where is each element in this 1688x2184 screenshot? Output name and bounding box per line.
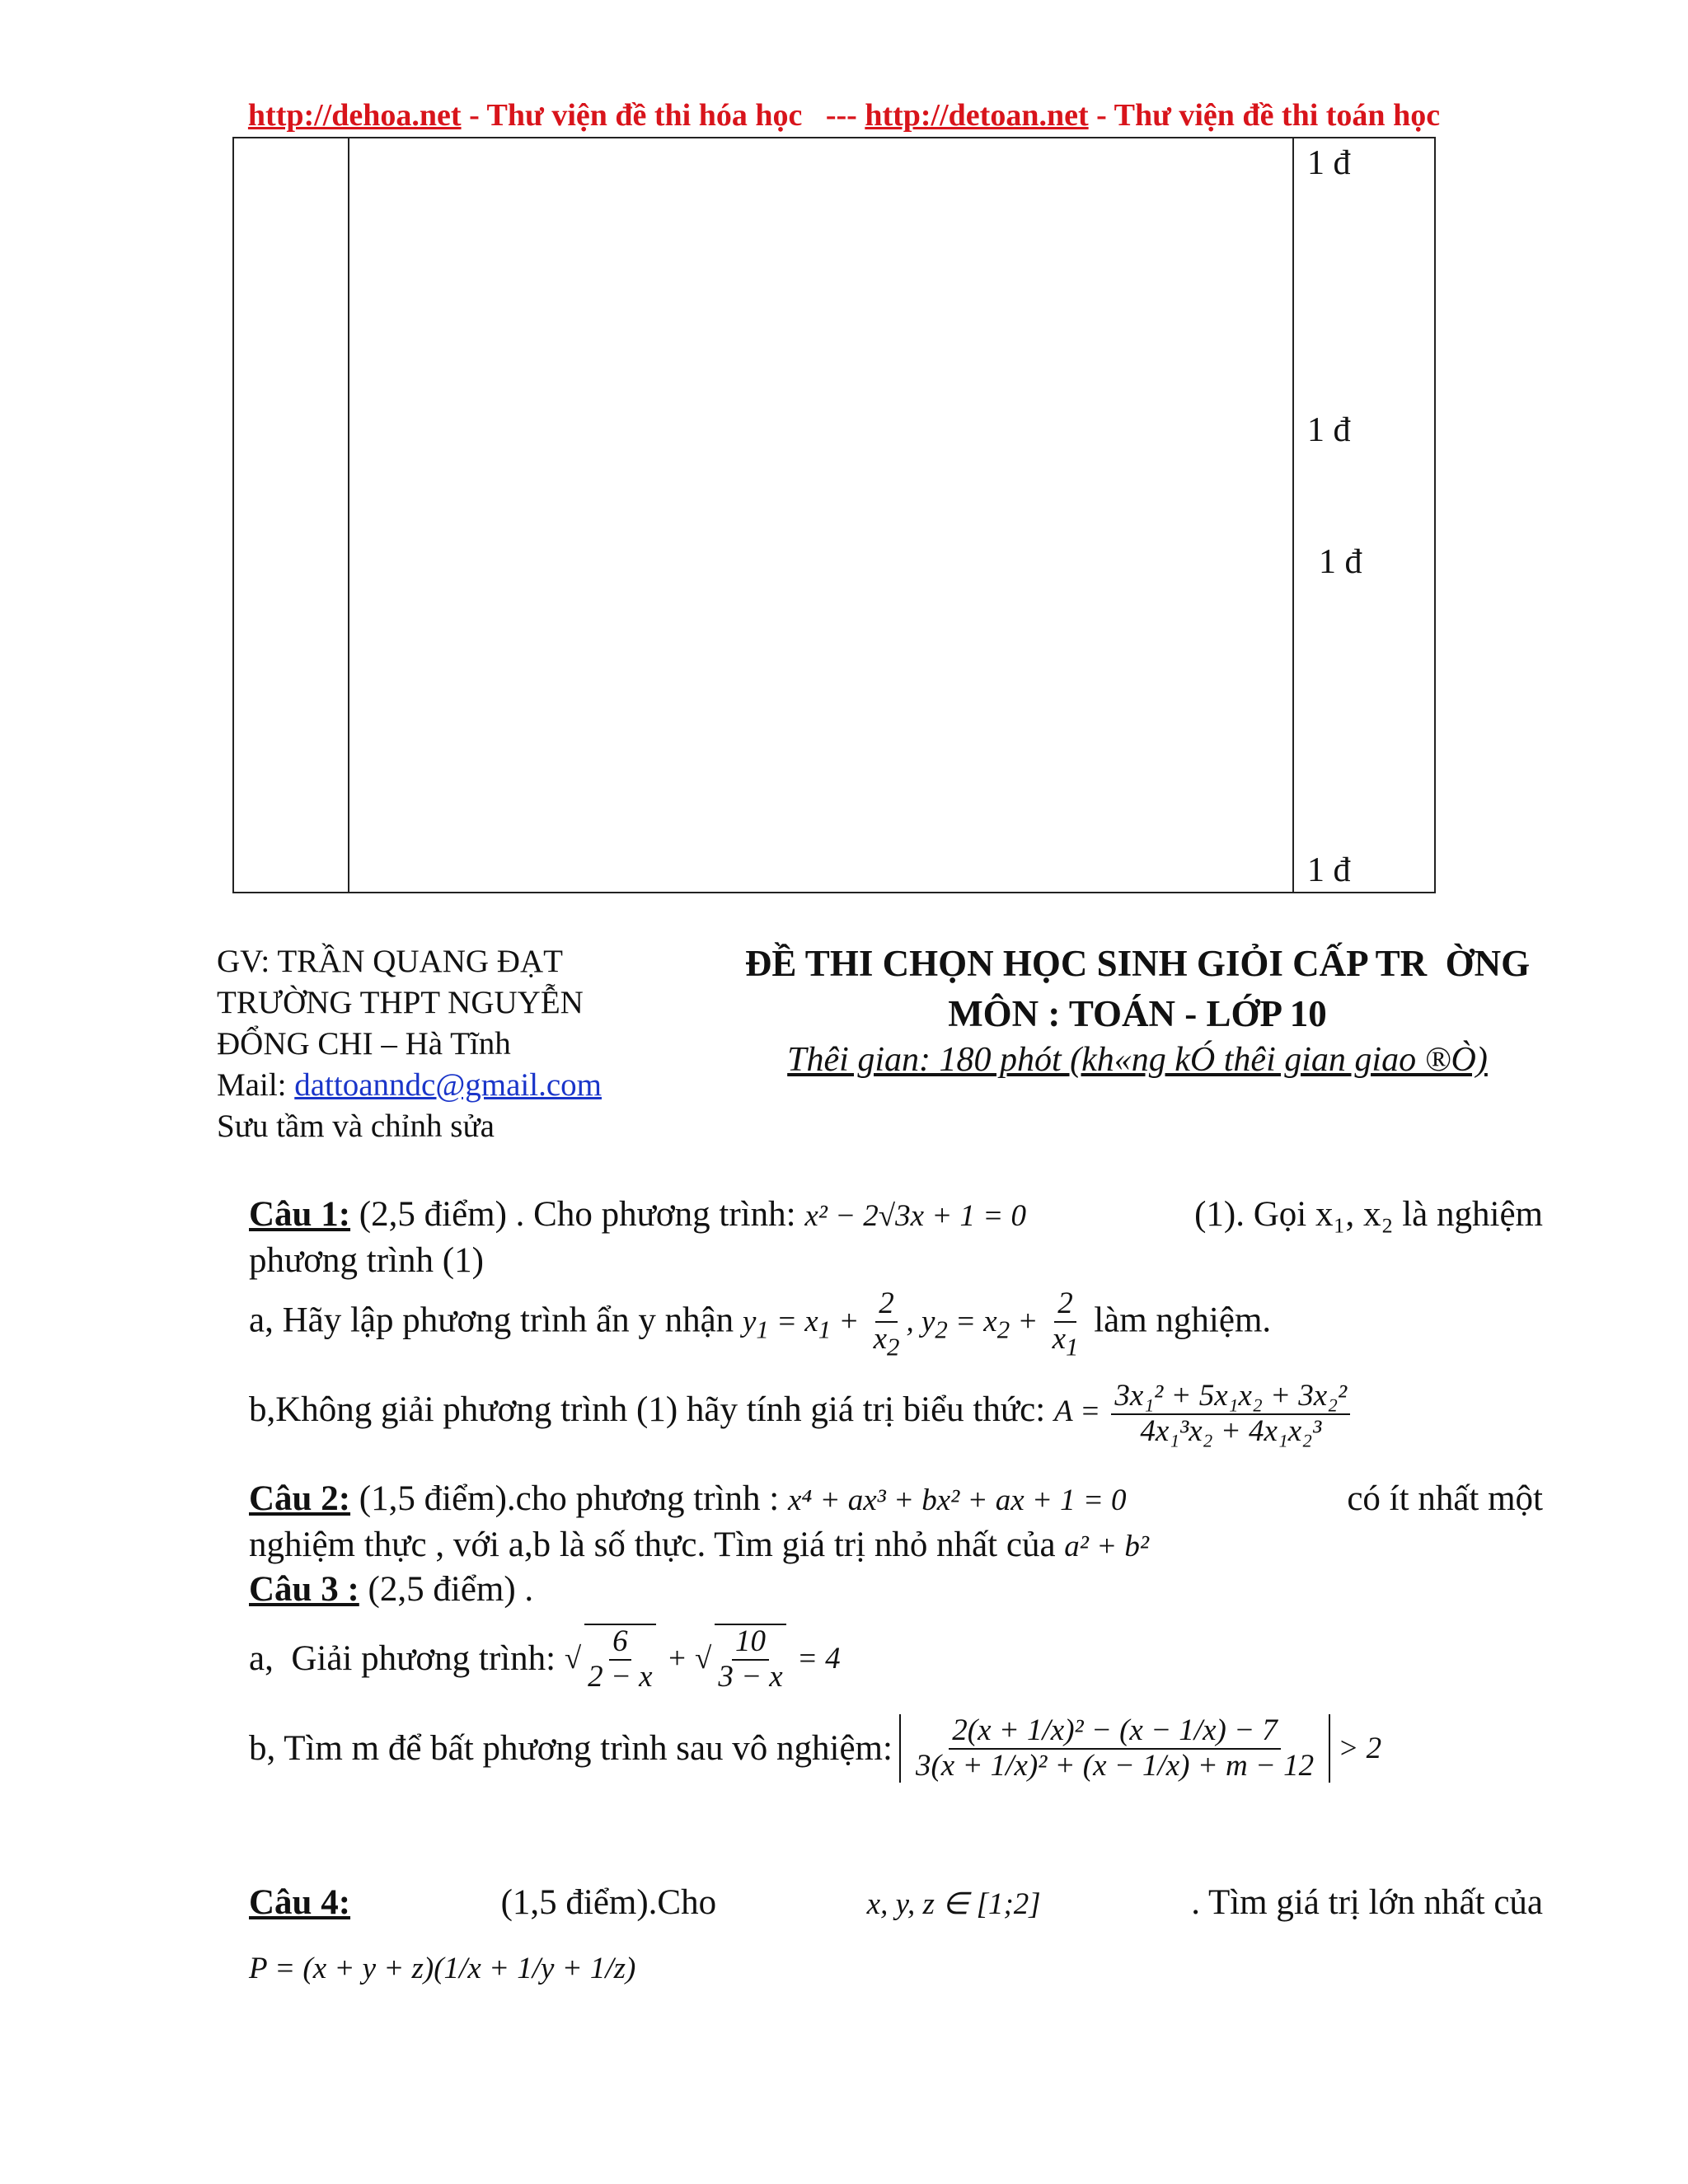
mail-label: Mail: (217, 1067, 295, 1103)
q1b-text: b,Không giải phương trình (1) hãy tính giá trị biểu thức: (249, 1390, 1054, 1430)
header-text1: - Thư viện đề thi hóa học (461, 98, 803, 133)
q2-equation: x⁴ + ax³ + bx² + ax + 1 = 0 (787, 1483, 1127, 1517)
q3a-equation: √ $\frac{6}{2 - x}$ + √ $\frac{10}{3 - x}$ = 4 (564, 1624, 841, 1694)
q3-text: (2,5 điểm) . (359, 1570, 534, 1609)
q2-text: (1,5 điểm).cho phương trình : (350, 1479, 788, 1518)
q4-text-b: . Tìm giá trị lớn nhất của (1191, 1883, 1543, 1922)
q2-equation-2: a² + b² (1064, 1530, 1149, 1563)
q3-part-a (249, 1624, 841, 1694)
score-cell: 1 đ (1307, 851, 1351, 889)
table-divider (348, 138, 349, 892)
q4-equation: x, y, z ∈ [1;2] (866, 1887, 1041, 1921)
q2-line1 (249, 1477, 1543, 1523)
q1-part-b (249, 1380, 1353, 1448)
q1b-denominator: 4x₁³x₂ + 4x₁x₂³ (1140, 1413, 1322, 1448)
teacher-name: GV: TRẦN QUANG ĐẠT (217, 944, 563, 979)
q4-expression-line (249, 1945, 635, 1991)
score-cell: 1 đ (1319, 543, 1362, 581)
q2-label: Câu 2: (249, 1479, 351, 1518)
teacher-info (217, 941, 602, 1147)
q3a-text: a, Giải phương trình: (249, 1638, 565, 1678)
q3b-text: b, Tìm m để bất phương trình sau vô nghiệm: (249, 1728, 893, 1768)
exam-title: ĐỀ THI CHỌN HỌC SINH GIỎI CẤP TR ỜNG (744, 943, 1531, 984)
question-4 (249, 1881, 1543, 1927)
question-2 (249, 1477, 1543, 1569)
q1a-equation: $y_1 = x_1$ + $\frac{2}{x_2}$ , $y_2 = x_2$ + $\frac{2}{x_1}$ (742, 1286, 1079, 1361)
school-name: TRƯỜNG THPT NGUYỄN (217, 985, 584, 1020)
q4-label: Câu 4: (249, 1883, 351, 1922)
score-cell: 1 đ (1307, 411, 1351, 449)
header-link-detoan[interactable]: http://detoan.net (865, 98, 1089, 133)
exam-subject: MÔN : TOÁN - LỚP 10 (948, 993, 1327, 1034)
q3-label: Câu 3 : (249, 1570, 359, 1609)
question-1 (249, 1193, 1543, 1283)
header-text2: - Thư viện đề thi toán học (1088, 98, 1441, 133)
question-3 (249, 1568, 533, 1612)
q1a-end: làm nghiệm. (1094, 1301, 1272, 1340)
q4-text: (1,5 điểm).Cho (500, 1883, 717, 1922)
q3b-rhs: > 2 (1330, 1731, 1382, 1765)
q1-label: Câu 1: (249, 1195, 351, 1234)
q4-line1 (249, 1881, 1543, 1927)
header-sep: --- (802, 98, 865, 133)
mail-link[interactable]: dattoanndc@gmail.com (294, 1067, 602, 1103)
q1-line2: phương trình (1) (249, 1241, 484, 1280)
q3b-inequality: $\frac{\text{2(x + 1/x)² − (x − 1/x) − 7}}{\text{3(x + 1/x)² + (x − 1/x) + m − 12}}$ (899, 1714, 1330, 1783)
school-location: ĐỔNG CHI – Hà Tĩnh (217, 1026, 511, 1062)
mail-line (217, 1065, 602, 1106)
q2-text-c: nghiệm thực , với a,b là số thực. Tìm giá trị nhỏ nhất của (249, 1526, 1065, 1564)
q1b-expression: A = $\frac{\text{3x₁² + 5x₁x₂ + 3x₂²}}{\text{4x₁³x₂ + 4x₁x₂³}}$ (1054, 1394, 1353, 1428)
q1-line1 (249, 1193, 1543, 1239)
table-divider (1292, 138, 1294, 892)
q1-text-b: (1). Gọi x₁, x₂ là nghiệm (1176, 1195, 1543, 1234)
header (0, 97, 1688, 134)
q1-text: (2,5 điểm) . Cho phương trình: (350, 1195, 805, 1234)
score-table (232, 137, 1436, 893)
exam-time: Thêi gian: 180 phót (kh«ng kÓ thêi gian giao ®Ò) (787, 1041, 1488, 1079)
q2-line2 (249, 1523, 1543, 1569)
q1b-numerator: 3x₁² + 5x₁x₂ + 3x₂² (1111, 1380, 1350, 1415)
compiled-note: Sưu tầm và chỉnh sửa (217, 1108, 495, 1144)
q3-part-b (249, 1714, 1381, 1783)
q1a-text: a, Hãy lập phương trình ẩn y nhận (249, 1301, 743, 1340)
q1-part-a (249, 1287, 1271, 1361)
q4-expression: P = (x + y + z)(1/x + 1/y + 1/z) (249, 1952, 636, 1985)
score-cell: 1 đ (1307, 144, 1351, 182)
q1-equation: x² − 2√3x + 1 = 0 (804, 1199, 1026, 1233)
q2-text-b: có ít nhất một (1347, 1479, 1543, 1518)
header-link-dehoa[interactable]: http://dehoa.net (247, 98, 462, 133)
